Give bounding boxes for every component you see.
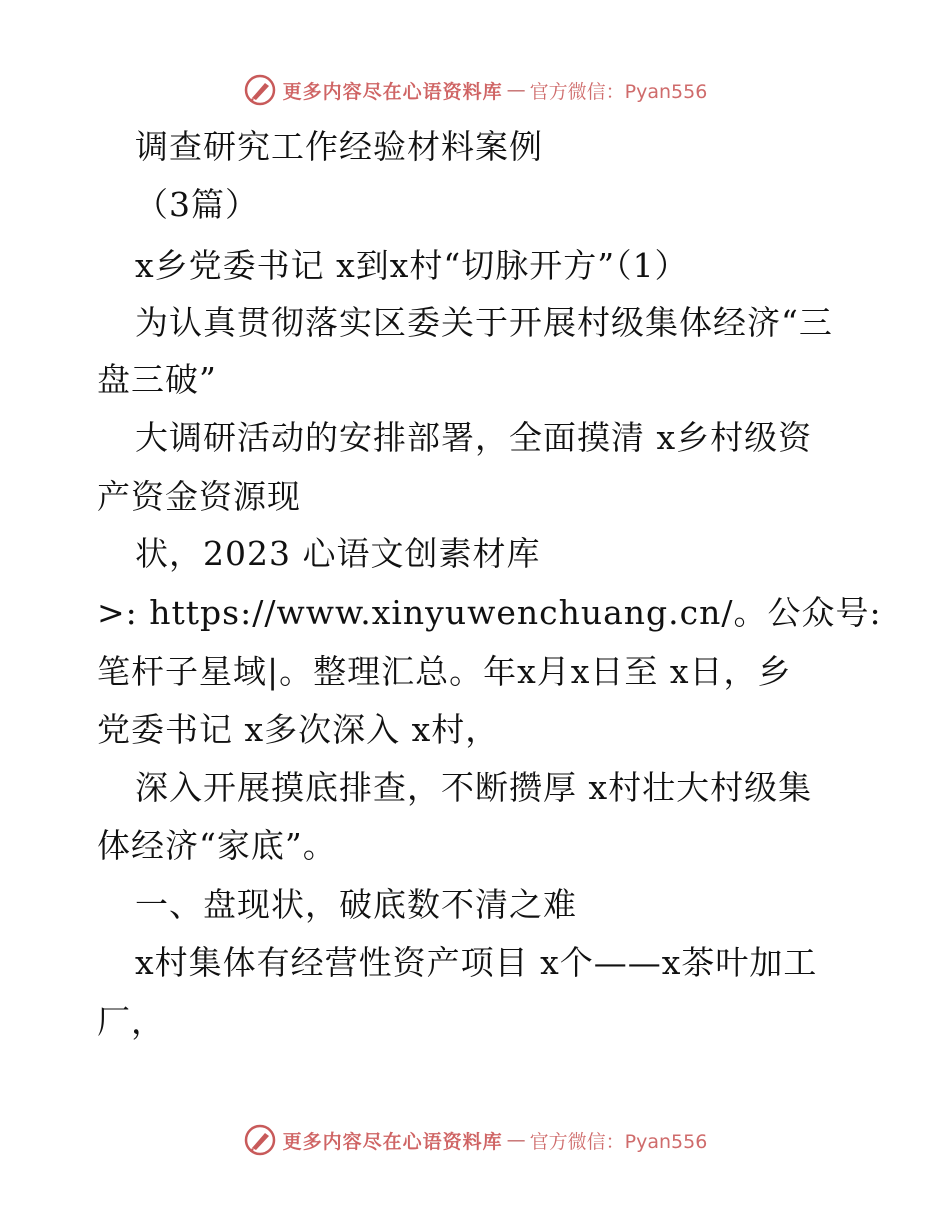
doc-line: 为认真贯彻落实区委关于开展村级集体经济“三 [135, 303, 833, 342]
doc-line: 状，2023 心语文创素材库 [135, 534, 541, 573]
banner-separator: — [506, 79, 526, 101]
banner-separator: — [506, 1129, 526, 1151]
doc-line: 盘三破” [97, 360, 217, 399]
doc-subtitle: （3篇） [135, 185, 259, 224]
doc-line: >: https://www.xinyuwenchuang.cn/。公众号: [97, 593, 882, 632]
doc-line: x乡党委书记 x到x村“切脉开方”（1） [135, 246, 689, 285]
banner-main-text: 更多内容尽在心语资料库 [282, 80, 503, 103]
pen-logo-icon [243, 1123, 277, 1157]
banner-contact-text: 官方微信：Pyan556 [529, 80, 708, 103]
doc-line: 产资金资源现 [97, 477, 301, 516]
banner-main-text: 更多内容尽在心语资料库 [282, 1130, 503, 1153]
banner-contact-text: 官方微信：Pyan556 [529, 1130, 708, 1153]
doc-line: 深入开展摸底排查，不断攒厚 x村壮大村级集 [135, 768, 813, 807]
doc-title: 调查研究工作经验材料案例 [135, 127, 543, 166]
doc-line: 厂， [97, 1002, 165, 1041]
header-banner [0, 70, 950, 110]
doc-line: 体经济“家底”。 [97, 826, 337, 865]
doc-line: 党委书记 x多次深入 x村， [97, 710, 500, 749]
doc-line: x村集体有经营性资产项目 x个——x茶叶加工 [135, 943, 818, 982]
footer-banner [0, 1120, 950, 1160]
section-heading: 一、盘现状，破底数不清之难 [135, 885, 577, 924]
doc-line: 大调研活动的安排部署，全面摸清 x乡村级资 [135, 418, 813, 457]
doc-line: 笔杆子星域|。整理汇总。年x月x日至 x日，乡 [97, 652, 792, 691]
pen-logo-icon [243, 73, 277, 107]
